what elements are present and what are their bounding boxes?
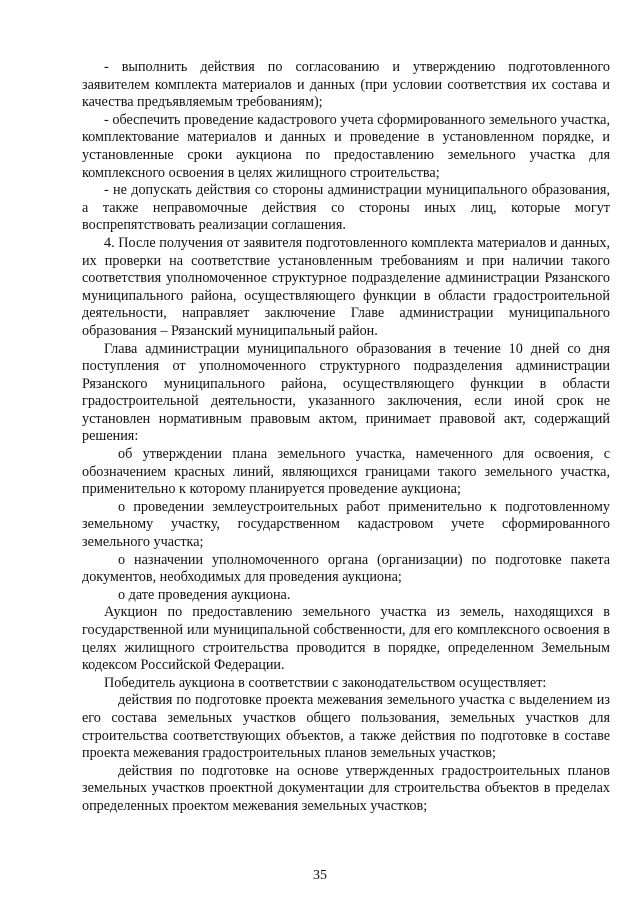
paragraph-authorized-body: о назначении уполномоченного органа (организации) по подготовке пакета документов, необходимых для проведения аукциона; bbox=[82, 551, 610, 586]
paragraph-cadastral-registration: - обеспечить проведение кадастрового учета сформированного земельного участка, комплектование материалов и данных и проведение в установленном порядке, и установленные сроки аукциона по предоставлению земельного участка для комплексного освоения в целях жилищного строительства; bbox=[82, 111, 610, 181]
paragraph-land-works: о проведении землеустроительных работ применительно к подготовленному земельному участку, государственном кадастровом учете сформированного земельного участка; bbox=[82, 498, 610, 551]
paragraph-head-decision: Глава администрации муниципального образования в течение 10 дней со дня поступления от уполномоченного структурного подразделения администрации Рязанского муниципального района, осуществляющего функции в области градостроительной деятельности, указанного заключения, если иной срок не установлен нормативным правовым актом, принимает правовой акт, содержащий решения: bbox=[82, 340, 610, 445]
paragraph-no-obstruction: - не допускать действия со стороны администрации муниципального образования, а также неправомочные действия со стороны иных лиц, которые могут воспрепятствовать реализации соглашения. bbox=[82, 182, 610, 234]
paragraph-plan-approval: об утверждении плана земельного участка, намеченного для освоения, с обозначением красных линий, являющихся границами такого земельного участка, применительно к которому планируется проведение аукциона; bbox=[82, 446, 610, 498]
paragraph-auction-procedure: Аукцион по предоставлению земельного участка из земель, находящихся в государственной или муниципальной собственности, для его комплексного освоения в целях жилищного строительства проводится в порядке, определенном Земельным кодексом Российской Федерации. bbox=[82, 604, 610, 674]
document-page bbox=[82, 59, 610, 816]
paragraph-approve-materials: - выполнить действия по согласованию и утверждению подготовленного заявителем комплекта материалов и данных (при условии соответствия их состава и качества предъявляемым требованиям); bbox=[82, 59, 610, 111]
paragraph-design-documentation: действия по подготовке на основе утвержденных градостроительных планов земельных участков проектной документации для строительства объектов в пределах определенных проектом межевания земельных участков; bbox=[82, 762, 610, 814]
paragraph-auction-date: о дате проведения аукциона. bbox=[118, 586, 291, 603]
paragraph-survey-project: действия по подготовке проекта межевания земельного участка с выделением из его состава земельных участков общего пользования, земельных участков для строительства соответствующих объектов, а также действия по подготовке в составе проекта межевания градостроительных планов земельных участков; bbox=[82, 692, 610, 762]
page-number: 35 bbox=[313, 868, 327, 883]
paragraph-item-4: 4. После получения от заявителя подготовленного комплекта материалов и данных, их проверки на соответствие установленным требованиям и при наличии такого соответствия уполномоченное структурное подразделение администрации Рязанского муниципального района, осуществляющего функции в области градостроительной деятельности, направляет заключение Главе администрации муниципального образования – Рязанский муниципальный район. bbox=[82, 234, 610, 339]
paragraph-winner-duties: Победитель аукциона в соответствии с законодательством осуществляет: bbox=[104, 674, 547, 691]
